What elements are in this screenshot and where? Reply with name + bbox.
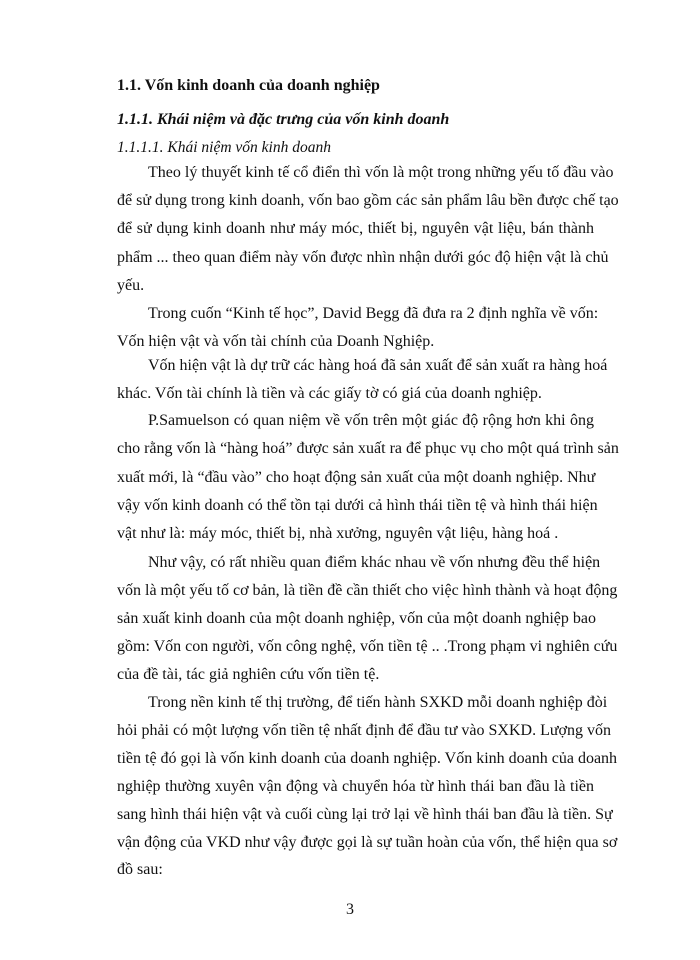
text-line: Vốn hiện vật là dự trữ các hàng hoá đã sản xuất để sản xuất ra hàng hoá <box>148 357 608 374</box>
text-line: nghiệp thường xuyên vận động và chuyển hóa từ hình thái ban đầu là tiền <box>117 778 594 795</box>
text-line: P.Samuelson có quan niệm về vốn trên một giác độ rộng hơn khi ông <box>148 412 594 429</box>
text-line: Trong nền kinh tế thị trường, để tiến hành SXKD mỗi doanh nghiệp đòi <box>148 694 608 711</box>
text-line: xuất mới, là “đầu vào” cho hoạt động sản xuất của một doanh nghiệp. Như <box>117 469 596 486</box>
text-line: yếu. <box>117 277 145 294</box>
text-line: đồ sau: <box>117 861 163 878</box>
text-line: của đề tài, tác giả nghiên cứu vốn tiền tệ. <box>117 666 380 683</box>
text-line: phẩm ... theo quan điểm này vốn được nhìn nhận dưới góc độ hiện vật là chủ <box>117 249 609 266</box>
text-line: Trong cuốn “Kinh tế học”, David Begg đã đưa ra 2 định nghĩa về vốn: <box>148 305 599 322</box>
text-line: vật như là: máy móc, thiết bị, nhà xưởng, nguyên vật liệu, hàng hoá . <box>117 525 559 542</box>
text-line: Như vậy, có rất nhiều quan điểm khác nhau về vốn nhưng đều thể hiện <box>148 554 601 571</box>
text-line: vốn là một yếu tố cơ bản, là tiền đề cần thiết cho việc hình thành và hoạt động <box>117 582 618 599</box>
text-line: tiền tệ đó gọi là vốn kinh doanh của doanh nghiệp. Vốn kinh doanh của doanh <box>117 750 618 767</box>
text-line: Theo lý thuyết kinh tế cổ điển thì vốn là một trong những yếu tố đầu vào <box>148 164 614 181</box>
text-line: vậy vốn kinh doanh có thể tồn tại dưới cả hình thái tiền tệ và hình thái hiện <box>117 497 598 514</box>
subsubsection-heading: 1.1.1.1. Khái niệm vốn kinh doanh <box>117 139 331 156</box>
text-line: gồm: Vốn con người, vốn công nghệ, vốn tiền tệ .. .Trong phạm vi nghiên cứu <box>117 638 618 655</box>
text-line: sản xuất kinh doanh của một doanh nghiệp, vốn của một doanh nghiệp bao <box>117 610 597 627</box>
text-line: để sử dụng kinh doanh như máy móc, thiết bị, nguyên vật liệu, bán thành <box>117 220 594 237</box>
text-line: khác. Vốn tài chính là tiền và các giấy tờ có giá của doanh nghiệp. <box>117 385 542 402</box>
page-number: 3 <box>346 901 354 918</box>
text-line: Vốn hiện vật và vốn tài chính của Doanh Nghiệp. <box>117 333 435 350</box>
text-line: để sử dụng trong kinh doanh, vốn bao gồm các sản phẩm lâu bền được chế tạo <box>117 192 619 209</box>
text-line: cho rằng vốn là “hàng hoá” được sản xuất ra để phục vụ cho một quá trình sản <box>117 440 619 457</box>
section-heading: 1.1. Vốn kinh doanh của doanh nghiệp <box>117 77 380 94</box>
text-line: vận động của VKD như vậy được gọi là sự tuần hoàn của vốn, thể hiện qua sơ <box>117 834 618 851</box>
text-line: sang hình thái hiện vật và cuối cùng lại trở lại về hình thái ban đầu là tiền. Sự <box>117 806 613 823</box>
subsection-heading: 1.1.1. Khái niệm và đặc trưng của vốn kinh doanh <box>117 111 450 128</box>
text-line: hỏi phải có một lượng vốn tiền tệ nhất định để đầu tư vào SXKD. Lượng vốn <box>117 722 611 739</box>
